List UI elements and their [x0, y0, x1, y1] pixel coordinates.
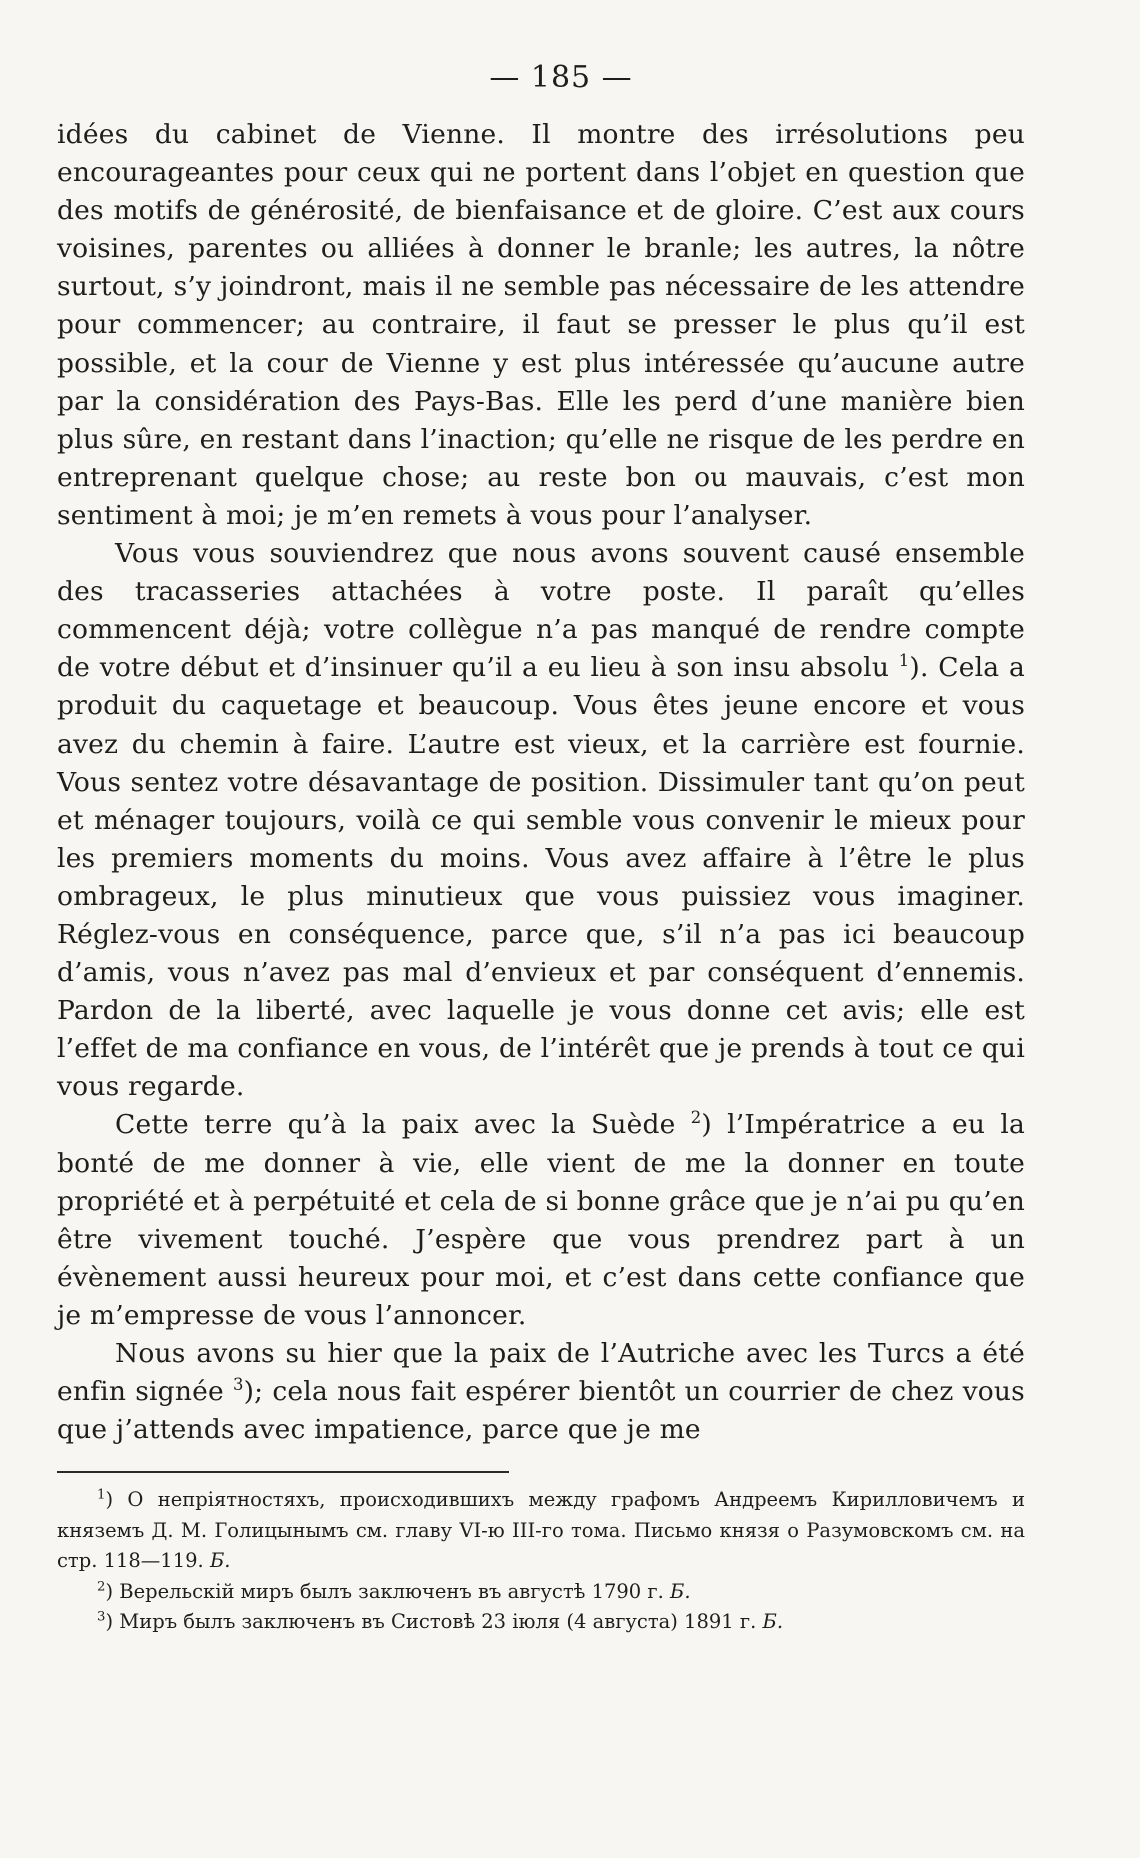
paragraph-text: ) l’Impératrice a eu la bonté de me donner à vie, elle vient de me la donner en toute propriété et à perpétuité et cela de si bonne grâce que je n’ai pu qu’en être vivement touché. J’espère que vous prendrez part à un évènement aussi heureux pour moi, et c’est dans cette confiance que je m’empresse de vous l’annoncer.	[57, 1109, 1026, 1331]
page-number: — 185 —	[489, 60, 633, 95]
footnote-reference: 1	[898, 651, 910, 671]
paragraph-3	[57, 1106, 1025, 1335]
paragraph-text: Cette terre qu’à la paix avec la Suède	[115, 1109, 691, 1141]
paragraph-text: ); cela nous fait espérer bientôt un courrier de chez vous que j’attends avec impatience, parce que je me	[57, 1376, 1025, 1446]
paragraph-1	[57, 116, 1025, 535]
footnote-text: ) Верельскій миръ былъ заключенъ въ августѣ 1790 г.	[105, 1579, 671, 1603]
footnote-text: ) О непріятностяхъ, происходившихъ между графомъ Андреемъ Кирилловичемъ и княземъ Д. М. Голицынымъ см. главу VI-ю III-го тома. Письмо князя о Разумовскомъ см. на стр. 118—119.	[57, 1488, 1025, 1573]
footnote-mark: 3	[97, 1609, 106, 1625]
paragraph-text: Nous avons su hier que la paix de l’Autriche avec les Turcs a été enfin signée	[57, 1338, 1025, 1408]
paragraph-2	[57, 535, 1025, 1106]
footnote-text: ) Миръ былъ заключенъ въ Систовѣ 23 іюля (4 августа) 1891 г.	[105, 1610, 763, 1634]
footnote-reference: 3	[232, 1375, 244, 1395]
footnotes	[57, 1485, 1025, 1638]
footnote-signature: Б.	[670, 1579, 691, 1603]
footnote-divider	[57, 1471, 509, 1473]
footnote-2	[57, 1577, 1025, 1608]
paragraph-text: idées du cabinet de Vienne. Il montre des irrésolutions peu encourageantes pour ceux qui ne portent dans l’objet en question que des motifs de générosité, de bienfaisance et de gloire. C’est aux cours voisines, parentes ou alliées à donner le branle; les autres, la nôtre surtout, s’y joindront, mais il ne semble pas nécessaire de les attendre pour commencer; au contraire, il faut se presser le plus qu’il est possible, et la cour de Vienne y est plus intéressée qu’aucune autre par la considération des Pays-Bas. Elle les perd d’une manière bien plus sûre, en restant dans l’inaction; qu’elle ne risque de les perdre en entreprenant quelque chose; au reste bon ou mauvais, c’est mon sentiment à moi; je m’en remets à vous pour l’analyser.	[57, 119, 1025, 531]
page	[57, 60, 1025, 1638]
footnote-reference: 2	[690, 1108, 702, 1128]
body-text	[57, 116, 1025, 1449]
paragraph-4	[57, 1335, 1025, 1449]
footnote-mark: 1	[97, 1487, 106, 1503]
footnote-3	[57, 1607, 1025, 1638]
footnote-signature: Б.	[209, 1549, 231, 1573]
paragraph-text: Vous vous souviendrez que nous avons souvent causé ensemble des tracasseries attachées à votre poste. Il paraît qu’elles commencent déjà; votre collègue n’a pas manqué de rendre compte de votre début et d’insinuer qu’il a eu lieu à son insu absolu	[57, 538, 1025, 684]
footnote-signature: Б.	[762, 1610, 784, 1634]
footnote-1	[57, 1485, 1025, 1577]
paragraph-text: ). Cela a produit du caquetage et beaucoup. Vous êtes jeune encore et vous avez du chemin à faire. L’autre est vieux, et la carrière est fournie. Vous sentez votre désavantage de position. Dissimuler tant qu’on peut et ménager toujours, voilà ce qui semble vous convenir le mieux pour les premiers moments du moins. Vous avez affaire à l’être le plus ombrageux, le plus minutieux que vous puissiez vous imaginer. Réglez-vous en conséquence, parce que, s’il n’a pas ici beaucoup d’amis, vous n’avez pas mal d’envieux et par conséquent d’ennemis. Pardon de la liberté, avec laquelle je vous donne cet avis; elle est l’effet de ma confiance en vous, de l’intérêt que je prends à tout ce qui vous regarde.	[57, 652, 1025, 1103]
footnote-mark: 2	[97, 1579, 106, 1595]
